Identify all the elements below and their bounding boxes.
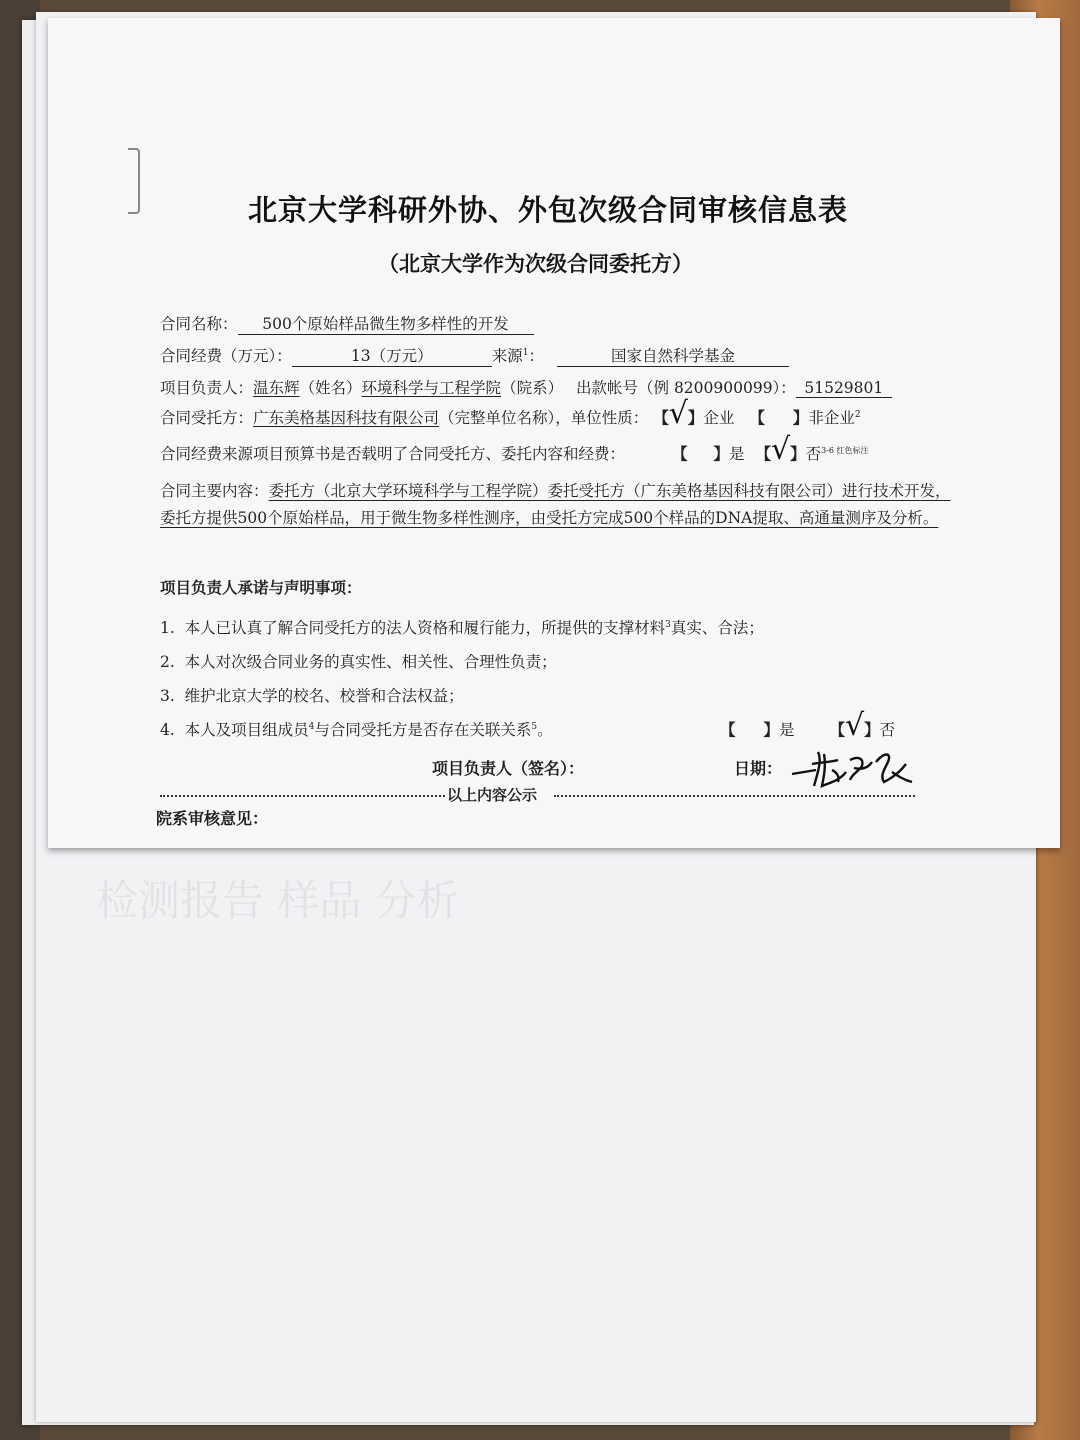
- publicity-divider: [160, 786, 915, 804]
- leader-name-value: 温东辉: [253, 379, 300, 397]
- contract-name-value: 500个原始样品微生物多样性的开发: [238, 312, 534, 335]
- contract-fee-row: 合同经费（万元）： 13（万元） 来源$^1$： 国家自然科学基金: [160, 344, 789, 367]
- leader-signature-label: 项目负责人（签名）：: [432, 759, 585, 778]
- budget-question-row: 合同经费来源项目预算书是否载明了合同受托方、委托内容和经费： 【 】是 【√】否$^{3-6 红色标注}$: [160, 432, 869, 467]
- contract-fee-value: 13（万元）: [292, 344, 492, 367]
- related-party-choice: 【 】是 【√】否: [720, 708, 896, 743]
- department-value: 环境科学与工程学院: [361, 379, 502, 397]
- contract-content-text: 委托方（北京大学环境科学与工程学院）委托受托方（广东美格基因科技有限公司）进行技术开发，委托方提供500个原始样品，用于微生物多样性测序，由受托方完成500个样品的DNA提取、高通量测序及分析。: [160, 482, 951, 527]
- fund-source-value: 国家自然科学基金: [557, 344, 789, 367]
- department-review-label: 院系审核意见：: [156, 809, 269, 828]
- contract-name-row: 合同名称： 500个原始样品微生物多样性的开发: [160, 312, 534, 335]
- account-number-value: 51529801: [796, 379, 892, 398]
- pledge-heading: 项目负责人承诺与声明事项：: [160, 579, 362, 597]
- publicity-line-label: 以上内容公示: [447, 786, 538, 804]
- form-subtitle: （北京大学作为次级合同委托方）: [378, 252, 693, 276]
- contractee-value: 广东美格基因科技有限公司: [253, 409, 440, 427]
- contract-main-content: 合同主要内容：委托方（北京大学环境科学与工程学院）委托受托方（广东美格基因科技有限公司）进行技术开发，委托方提供500个原始样品，用于微生物多样性测序，由受托方完成500个样品的DNA提取、高通量测序及分析。: [160, 482, 951, 527]
- related-no-checkmark-icon[interactable]: √: [845, 708, 865, 743]
- pledge-item: 1. 本人已认真了解合同受托方的法人资格和履行能力，所提供的支撑材料$^3$真实、合法；: [160, 619, 764, 637]
- pledge-item: 2. 本人对次级合同业务的真实性、相关性、合理性负责；: [160, 653, 557, 671]
- project-leader-row: 项目负责人：温东辉（姓名）环境科学与工程学院（院系） 出款帐号（例 8200900099）： 51529801: [160, 376, 892, 398]
- date-label: 日期：: [734, 759, 783, 778]
- contractee-row: 合同受托方：广东美格基因科技有限公司（完整单位名称），单位性质： 【√】企业 【 】非企业$^2$: [160, 396, 861, 431]
- budget-no-checkmark-icon[interactable]: √: [770, 432, 791, 467]
- pledge-item: 4. 本人及项目组成员$^4$与合同受托方是否存在关联关系$^5$。: [160, 721, 553, 739]
- pledge-item: 3. 维护北京大学的校名、校誉和合法权益；: [160, 687, 464, 705]
- enterprise-checkmark-icon[interactable]: √: [668, 396, 688, 431]
- paper-clip-icon: [128, 148, 140, 214]
- form-title: 北京大学科研外协、外包次级合同审核信息表: [248, 193, 849, 227]
- bleed-through-text: 检测报告 样品 分析: [96, 876, 459, 925]
